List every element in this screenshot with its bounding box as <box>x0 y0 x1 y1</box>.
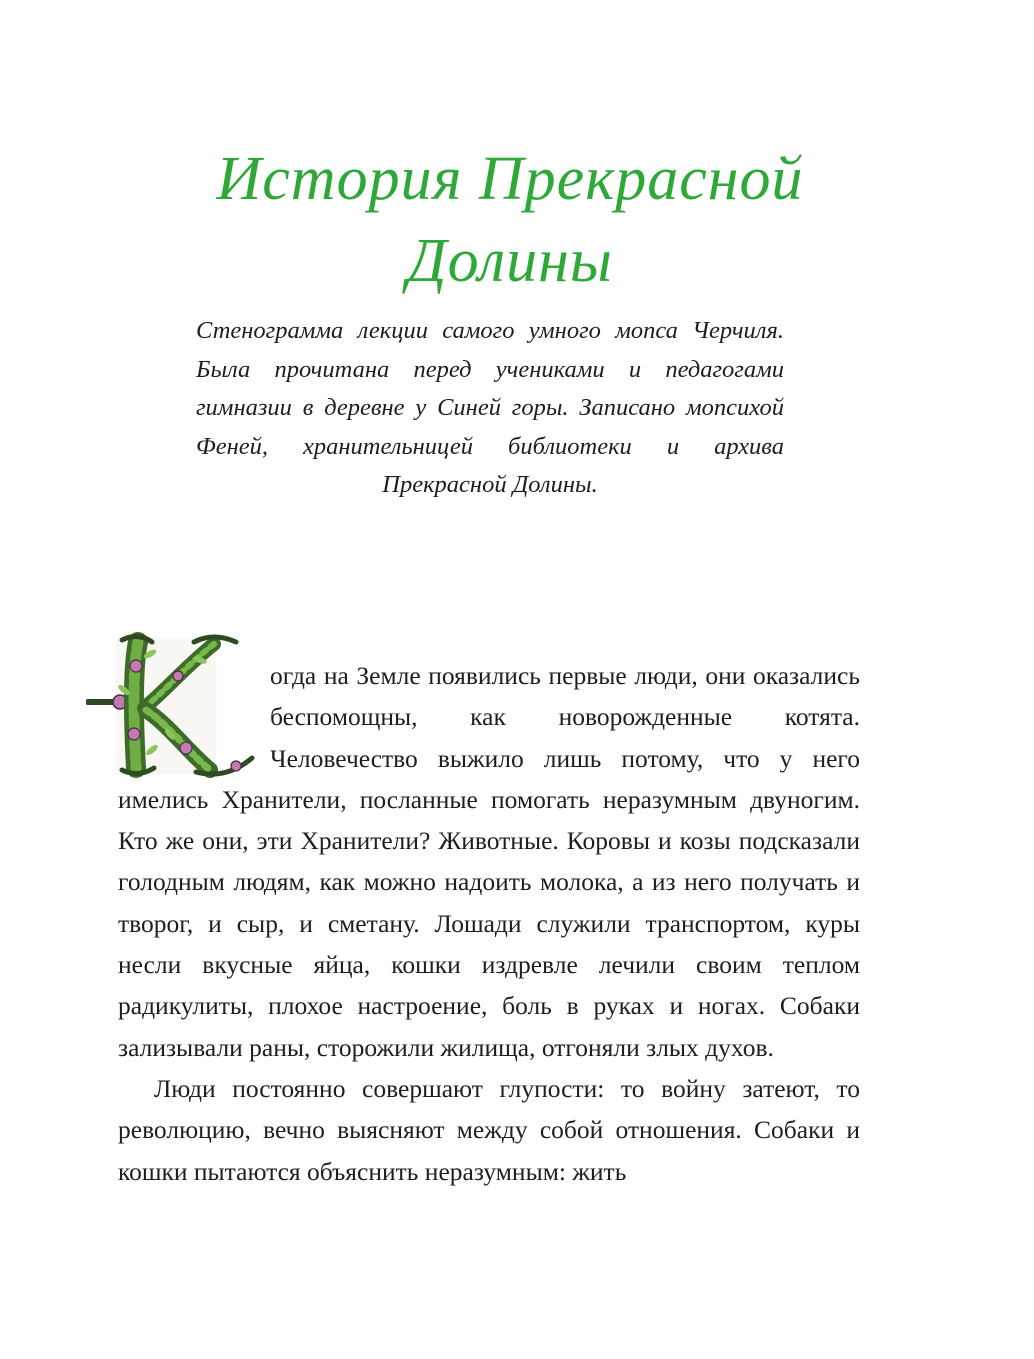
chapter-title-line-2: Долины <box>407 227 613 295</box>
epigraph: Стенограмма лекции самого умного мопса Черчиля. Была прочитана перед учениками и педагогами гимназии в деревне у Синей горы. Записано мопсихой Феней, хранительницей библиотеки и архива Прекрасной Долины. <box>196 317 784 498</box>
body-text <box>118 655 860 1192</box>
paragraph-2: Люди постоянно совершают глупости: то войну затеют, то революцию, вечно выясняют между собой отношения. Собаки и кошки пытаются объяснить неразумным: жить <box>118 1073 860 1186</box>
paragraph-1: огда на Земле появились первые люди, они оказались беспомощны, как новорожденные котята. Человечество выжило лишь потому, что у него имелись Хранители, посланные помогать неразумным двуногим. Кто же они, эти Хранители? Животные. Коровы и козы подсказали голодным людям, как можно надоить молока, а из него получать и творог, и сыр, и сметану. Лошади служили транспортом, куры несли вкусные яйца, кошки издревле лечили своим теплом радикулиты, плохое настроение, боль в руках и ногах. Собаки зализывали раны, сторожили жилища, отгоняли злых духов. <box>118 661 860 1062</box>
chapter-title-line-1: История Прекрасной <box>216 145 804 213</box>
chapter-title <box>120 138 900 302</box>
